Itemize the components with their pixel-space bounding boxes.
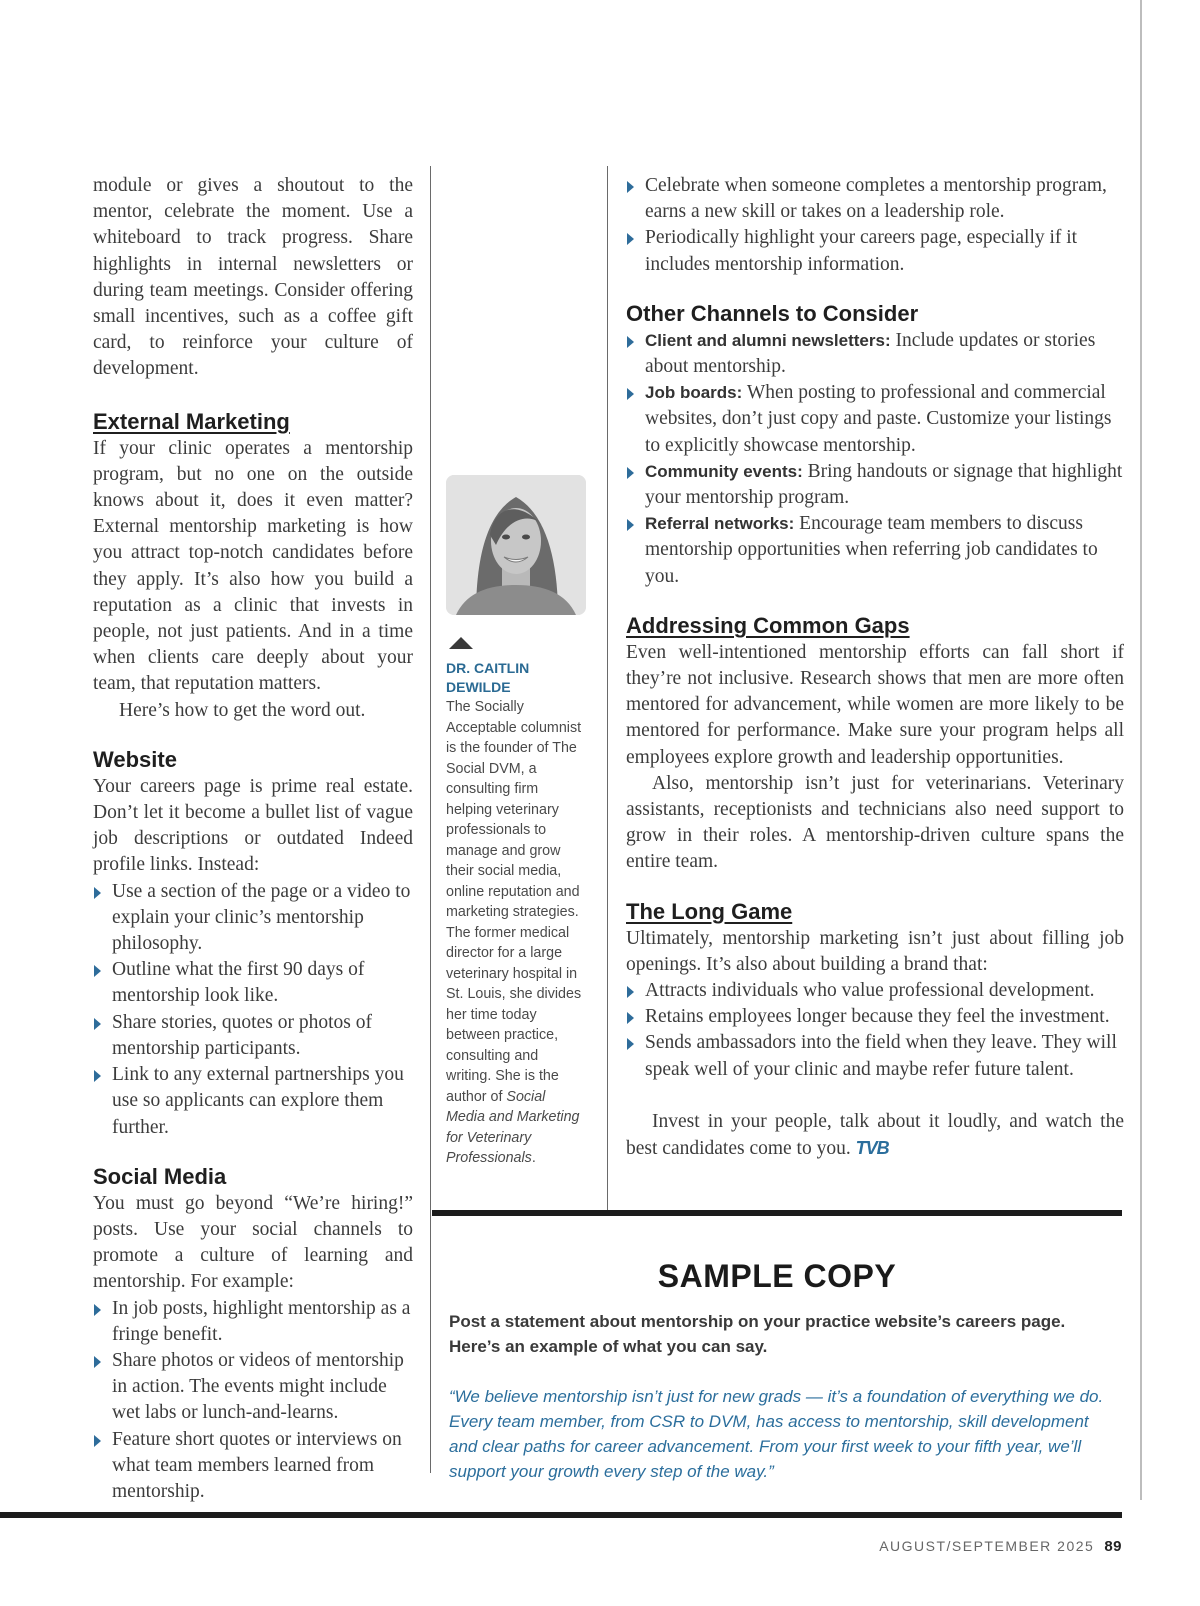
bullet-arrow-icon [627, 181, 634, 193]
book-title: Social Media and Marketing for Veterinary Professionals [446, 1088, 580, 1166]
page-edge-line [1140, 0, 1142, 1500]
list-item: Celebrate when someone completes a mentorship program, earns a new skill or takes on a leadership role. [626, 173, 1124, 225]
column-divider-right [607, 166, 608, 1210]
list-item: Job boards: When posting to professional and commercial websites, don’t just copy and paste. Customize your listings to explicitly showcase mentorship. [626, 380, 1124, 459]
list-item: Retains employees longer because they feel the investment. [626, 1004, 1124, 1030]
tvb-logo: TVB [855, 1138, 889, 1159]
bullet-arrow-icon [627, 986, 634, 998]
external-marketing-paragraph: If your clinic operates a mentorship program, but no one on the outside knows about it, does it even matter? External mentorship marketing is how you attract top-notch candidates before they apply. It’s also how you build a reputation as a clinic that invests in people, not just patients. And in a time when clients care deeply about your team, that reputation matters. [93, 437, 413, 695]
common-gaps-heading: Addressing Common Gaps [626, 612, 910, 638]
bullet-arrow-icon [627, 519, 634, 531]
social-media-bullet-list [93, 1296, 413, 1506]
list-item: Use a section of the page or a video to explain your clinic’s mentorship philosophy. [93, 879, 413, 958]
author-photo [446, 475, 586, 615]
sample-copy-title: SAMPLE COPY [657, 1258, 897, 1294]
external-marketing-heading: External Marketing [93, 408, 290, 434]
website-paragraph: Your careers page is prime real estate. Don’t let it become a bullet list of vague job descriptions or outdated Indeed profile links. Instead: [93, 775, 413, 876]
website-heading: Website [93, 746, 177, 772]
social-media-paragraph: You must go beyond “We’re hiring!” posts. Use your social channels to promote a culture of learning and mentorship. For example: [93, 1192, 413, 1293]
celebration-bullet-list [626, 173, 1124, 278]
bullet-arrow-icon [627, 1012, 634, 1024]
issue-date: AUGUST/SEPTEMBER 2025 [879, 1538, 1095, 1554]
other-channels-list [626, 328, 1124, 590]
bullet-arrow-icon [94, 1018, 101, 1030]
left-column [93, 173, 413, 1505]
external-marketing-transition: Here’s how to get the word out. [119, 699, 366, 721]
common-gaps-paragraph: Even well-intentioned mentorship efforts can fall short if they’re not inclusive. Research shows that men are more often mentored for advancement, while women are more likely to be mentored for performance. Make sure your program helps all employees explore growth and leadership opportunities. [626, 641, 1124, 768]
column-divider-left [430, 166, 431, 1473]
list-item: Periodically highlight your careers page, especially if it includes mentorship information. [626, 225, 1124, 277]
bullet-arrow-icon [94, 1304, 101, 1316]
bullet-arrow-icon [627, 388, 634, 400]
author-portrait-image [446, 475, 586, 615]
footer-rule [0, 1512, 1122, 1518]
bullet-arrow-icon [94, 1070, 101, 1082]
list-item: In job posts, highlight mentorship as a fringe benefit. [93, 1296, 413, 1348]
caret-up-icon [449, 637, 473, 649]
bullet-arrow-icon [94, 1356, 101, 1368]
other-channels-heading: Other Channels to Consider [626, 300, 919, 326]
sample-copy-intro: Post a statement about mentorship on your practice website’s careers page. Here’s an example of what you can say. [449, 1312, 1066, 1356]
list-item: Feature short quotes or interviews on what team members learned from mentorship. [93, 1427, 413, 1506]
author-name: DR. CAITLIN DEWILDE [446, 660, 530, 695]
closing-paragraph: Invest in your people, talk about it loudly, and watch the best candidates come to you. TVB [626, 1110, 1124, 1160]
list-item: Attracts individuals who value professional development. [626, 978, 1124, 1004]
author-sidebar [446, 475, 586, 1169]
sample-copy-quote: “We believe mentorship isn’t just for new grads — it’s a foundation of everything we do. Every team member, from CSR to DVM, has access to mentorship, skill development and clear paths for career advancement. From your first week to your fifth year, we’ll support your growth every step of the way.” [449, 1387, 1104, 1481]
page-number: 89 [1104, 1538, 1122, 1555]
list-item: Share photos or videos of mentorship in action. The events might include wet labs or lunch-and-learns. [93, 1348, 413, 1427]
bullet-arrow-icon [627, 467, 634, 479]
bullet-arrow-icon [627, 336, 634, 348]
list-item: Client and alumni newsletters: Include updates or stories about mentorship. [626, 328, 1124, 380]
list-item: Share stories, quotes or photos of mentorship participants. [93, 1010, 413, 1062]
bullet-arrow-icon [627, 233, 634, 245]
intro-paragraph: module or gives a shoutout to the mentor, celebrate the moment. Use a whiteboard to track progress. Share highlights in internal newsletters or during team meetings. Consider offering small incentives, such as a coffee gift card, to reinforce your culture of development. [93, 175, 413, 380]
bullet-arrow-icon [94, 887, 101, 899]
website-bullet-list [93, 879, 413, 1141]
common-gaps-paragraph-2: Also, mentorship isn’t just for veterinarians. Veterinary assistants, receptionists and technicians also need support to grow in their roles. A mentorship-driven culture spans the entire team. [626, 772, 1124, 873]
page-footer [879, 1538, 1122, 1555]
bullet-arrow-icon [627, 1038, 634, 1050]
right-column [626, 173, 1124, 1162]
long-game-bullet-list [626, 978, 1124, 1083]
long-game-heading: The Long Game [626, 898, 793, 924]
sample-copy-top-rule [432, 1210, 1122, 1216]
list-item: Link to any external partnerships you use so applicants can explore them further. [93, 1062, 413, 1141]
bullet-arrow-icon [94, 965, 101, 977]
list-item: Referral networks: Encourage team members to discuss mentorship opportunities when referring job candidates to you. [626, 511, 1124, 590]
author-bio: The Socially Acceptable columnist is the founder of The Social DVM, a consulting firm helping veterinary professionals to manage and grow their social media, online reputation and marketing strategies. The former medical director for a large veterinary hospital in St. Louis, she divides her time today between practice, consulting and writing. She is the author of Social Media and Marketing for Veterinary Professionals. [446, 699, 582, 1166]
list-item: Sends ambassadors into the field when they leave. They will speak well of your clinic and maybe refer future talent. [626, 1030, 1124, 1082]
list-item: Community events: Bring handouts or signage that highlight your mentorship program. [626, 459, 1124, 511]
bullet-arrow-icon [94, 1435, 101, 1447]
long-game-paragraph: Ultimately, mentorship marketing isn’t just about filling job openings. It’s also about building a brand that: [626, 927, 1124, 975]
social-media-heading: Social Media [93, 1163, 227, 1189]
list-item: Outline what the first 90 days of mentorship look like. [93, 957, 413, 1009]
